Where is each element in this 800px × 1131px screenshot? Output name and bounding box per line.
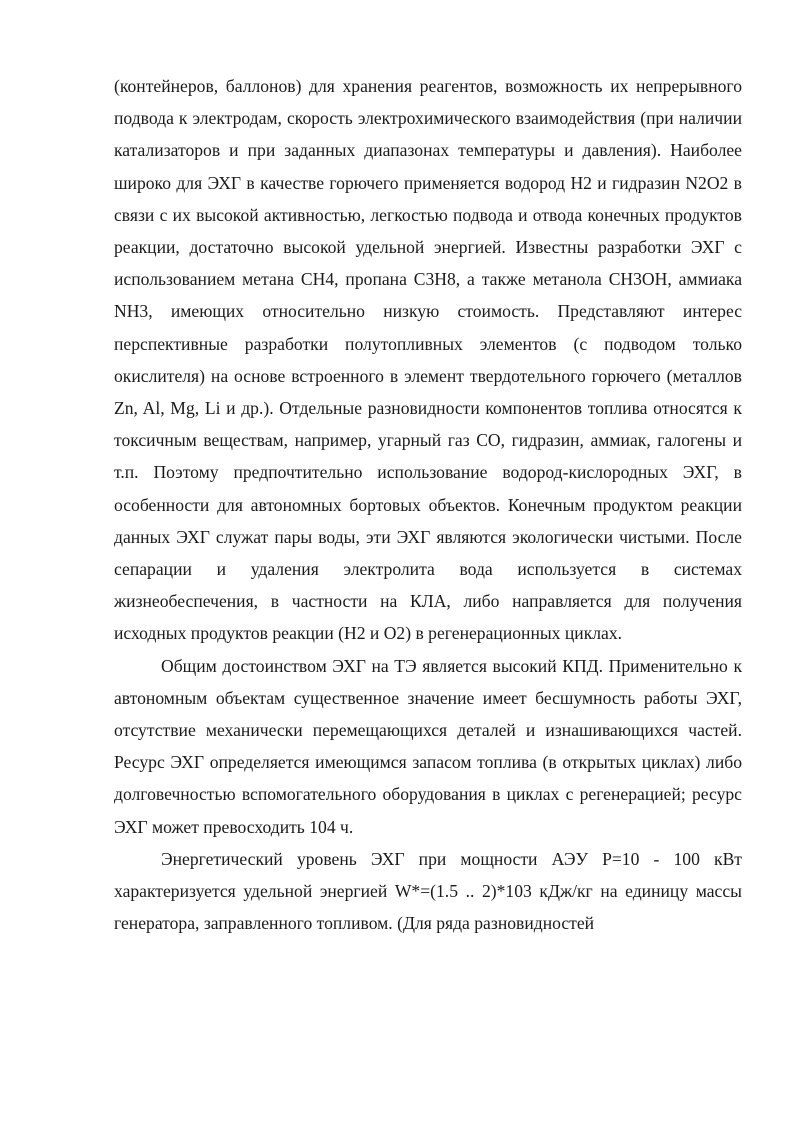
paragraph-energy-level: Энергетический уровень ЭХГ при мощности АЭУ P=10 - 100 кВт характеризуется удельной энергией W*=(1.5 .. 2)*103 кДж/кг на единицу массы генератора, заправленного топливом. (Для ряда разновидностей <box>114 848 742 934</box>
paragraph-reagents: (контейнеров, баллонов) для хранения реагентов, возможность их непрерывного подвода к электродам, скорость электрохимического взаимодействия (при наличии катализаторов и при заданных диапазонах температуры и давления). Наиболее широко для ЭХГ в качестве горючего применяется водород H2 и гидразин N2O2 в связи с их высокой активностью, легкостью подвода и отвода конечных продуктов реакции, достаточно высокой удельной энергией. Известны разработки ЭХГ с использованием метана CH4, пропана C3H8, а также метанола CH3OH, аммиака NH3, имеющих относительно низкую стоимость. Представляют интерес перспективные разработки полутопливных элементов (с подводом только окислителя) на основе встроенного в элемент твердотельного горючего (металлов Zn, Al, Mg, Li и др.). Отдельные разновидности компонентов топлива относятся к токсичным веществам, например, угарный газ CO, гидразин, аммиак, галогены и т.п. Поэтому предпочтительно использование водород-кислородных ЭХГ, в особенности для автономных бортовых объектов. Конечным продуктом реакции данных ЭХГ служат пары воды, эти ЭХГ являются экологически чистыми. После сепарации и удаления электролита вода используется в системах жизнеобеспечения, в частности на КЛА, либо направляется для получения исходных продуктов реакции (H2 и O2) в регенерационных циклах. <box>114 76 742 644</box>
paragraph-advantages: Общим достоинством ЭХГ на ТЭ является высокий КПД. Применительно к автономным объектам существенное значение имеет бесшумность работы ЭХГ, отсутствие механически перемещающихся деталей и изнашивающихся частей. Ресурс ЭХГ определяется имеющимся запасом топлива (в открытых циклах) либо долговечностью вспомогательного оборудования в циклах с регенерацией; ресурс ЭХГ может превосходить 104 ч. <box>114 655 742 837</box>
document-page <box>114 70 742 939</box>
